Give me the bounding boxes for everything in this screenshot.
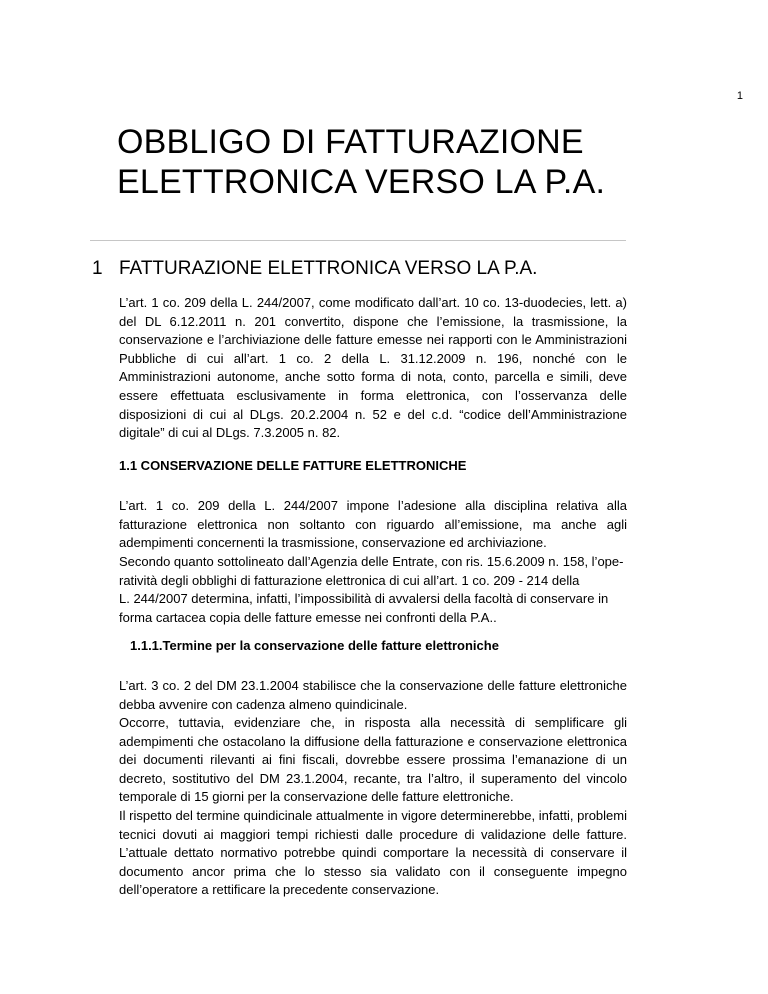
page-number: 1 <box>736 90 743 102</box>
subsection-paragraph-2-line-2: ratività degli obblighi di fatturazione elettronica di cui all’art. 1 co. 209 - 214 della <box>119 572 580 588</box>
subsubsection-paragraph-1: L’art. 3 co. 2 del DM 23.1.2004 stabilisce che la conservazione delle fatture elettroniche debba avvenire con cadenza almeno quindicinale. <box>119 678 627 712</box>
subsection-paragraph-2-line-1: Secondo quanto sottolineato dall’Agenzia delle Entrate, con ris. 15.6.2009 n. 158, l’ope- <box>119 554 624 569</box>
subsection-paragraph-2-line-3: L. 244/2007 determina, infatti, l’impossibilità di avvalersi della facoltà di conservare in <box>119 591 609 607</box>
subsection-title: 1.1 CONSERVAZIONE DELLE FATTURE ELETTRONICHE <box>119 458 467 473</box>
section-title: FATTURAZIONE ELETTRONICA VERSO LA P.A. <box>119 258 538 279</box>
title-divider <box>90 240 626 241</box>
subsubsection-title: 1.1.1.Termine per la conservazione delle fatture elettroniche <box>130 638 499 653</box>
subsubsection-paragraph-3: Il rispetto del termine quindicinale attualmente in vigore determinerebbe, infatti, problemi tecnici dovuti ai maggiori tempi richiesti dalle procedure di validazione delle fatture. L’attuale dettato normativo potrebbe quindi comportare la necessità di conservare il documento ancor prima che lo stesso sia validato con il conseguente impegno dell’operatore a rettificare la precedente conservazione. <box>119 808 627 898</box>
subsection-paragraph-2 <box>119 553 627 627</box>
subsubsection-paragraph-2: Occorre, tuttavia, evidenziare che, in risposta alla necessità di semplificare gli adempimenti che ostacolano la diffusione della fatturazione e conservazione elettronica dei documenti rilevanti ai fini fiscali, dovrebbe essere prossima l’emanazione di un decreto, sostitutivo del DM 23.1.2004, recante, tra l’altro, il superamento del vincolo temporale di 15 giorni per la conservazione delle fatture elettroniche. <box>119 715 627 805</box>
section-intro-paragraph: L’art. 1 co. 209 della L. 244/2007, come modificato dall’art. 10 co. 13-duodecies, lett. a) del DL 6.12.2011 n. 201 convertito, dispone che l’emissione, la trasmissione, la conservazione e l’archiviazione delle fatture emesse nei rapporti con le Amministrazioni Pubbliche di cui all’art. 1 co. 2 della L. 31.12.2009 n. 196, nonché con le Amministrazioni autonome, anche sotto forma di nota, conto, parcella e simili, deve essere effettuata esclusivamente in forma elettronica, con l’osservanza delle disposizioni di cui al DLgs. 20.2.2004 n. 52 e del c.d. “codice dell’Amministrazione digitale” di cui al DLgs. 7.3.2005 n. 82. <box>119 295 627 441</box>
subsection-paragraph-2-line-4: forma cartacea copia delle fatture emesse nei confronti della P.A.. <box>119 609 497 625</box>
section-number: 1 <box>92 258 103 279</box>
subsection-paragraph-1: L’art. 1 co. 209 della L. 244/2007 impone l’adesione alla disciplina relativa alla fatturazione elettronica non soltanto con riguardo all’emissione, ma anche agli adempimenti concernenti la trasmissione, conservazione ed archiviazione. <box>119 498 627 551</box>
document-title-line-1: OBBLIGO DI FATTURAZIONE <box>117 123 584 161</box>
document-title <box>117 122 605 202</box>
document-title-line-2: ELETTRONICA VERSO LA P.A. <box>117 163 606 201</box>
